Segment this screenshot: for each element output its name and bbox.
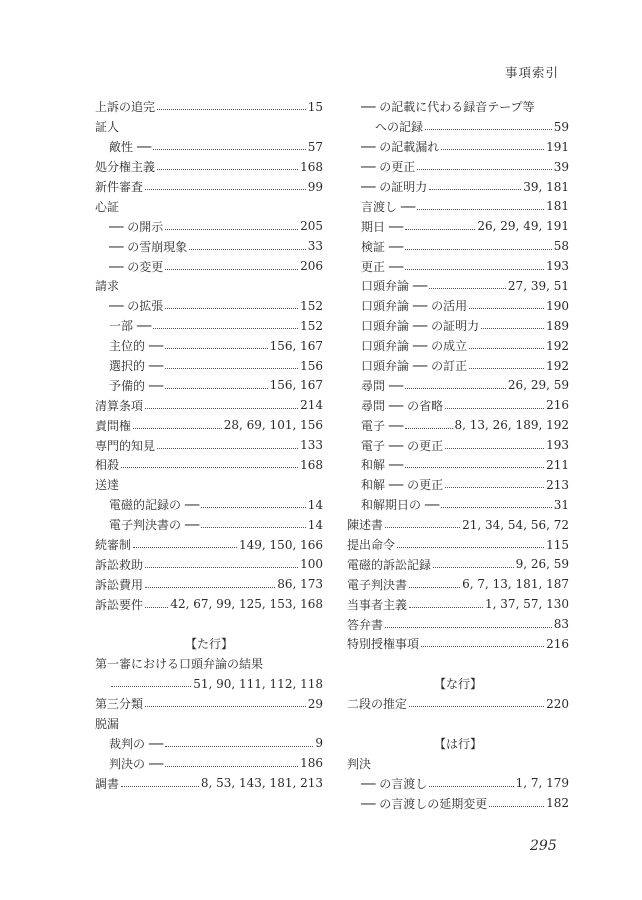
index-entry bbox=[347, 316, 569, 336]
index-entry bbox=[95, 574, 323, 594]
entry-term: 第三分類 bbox=[95, 697, 144, 712]
index-entry bbox=[347, 793, 569, 813]
dot-leader bbox=[133, 547, 237, 548]
entry-pages: 193 bbox=[546, 259, 569, 274]
entry-term: への記録 bbox=[375, 120, 424, 135]
index-entry bbox=[347, 117, 569, 137]
index-entry bbox=[95, 475, 323, 495]
entry-term: 電子 ── bbox=[361, 418, 404, 433]
index-entry bbox=[95, 415, 323, 435]
entry-term: 脱漏 bbox=[95, 717, 120, 732]
entry-pages: 26, 29, 59 bbox=[507, 378, 569, 393]
index-entry bbox=[347, 415, 569, 435]
entry-pages: 100 bbox=[300, 557, 323, 572]
entry-term: 訴訟要件 bbox=[95, 597, 144, 612]
entry-term: 訴訟救助 bbox=[95, 557, 144, 572]
entry-pages: 1, 7, 179 bbox=[515, 776, 569, 791]
entry-pages: 156, 167 bbox=[269, 338, 323, 353]
index-entry bbox=[95, 773, 323, 793]
index-entry bbox=[95, 236, 323, 256]
dot-leader bbox=[405, 467, 544, 468]
entry-term: 当事者主義 bbox=[347, 597, 408, 612]
dot-leader bbox=[409, 607, 483, 608]
dot-leader bbox=[121, 467, 298, 468]
entry-pages: 211 bbox=[546, 457, 569, 472]
entry-term: 訴訟費用 bbox=[95, 577, 144, 592]
entry-term: 言渡し ── bbox=[361, 199, 416, 214]
dot-leader bbox=[405, 249, 551, 250]
entry-term: 検証 ── bbox=[361, 239, 404, 254]
spacer bbox=[347, 654, 569, 674]
index-entry bbox=[95, 674, 323, 694]
dot-leader bbox=[145, 706, 306, 707]
index-entry bbox=[95, 714, 323, 734]
index-entry bbox=[347, 495, 569, 515]
entry-term: 口頭弁論 ── の成立 bbox=[361, 339, 468, 354]
entry-term: ── の証明力 bbox=[361, 180, 428, 194]
dot-leader bbox=[405, 428, 452, 429]
entry-pages: 189 bbox=[546, 318, 569, 333]
dot-leader bbox=[469, 348, 544, 349]
dot-leader bbox=[157, 169, 298, 170]
page-number: 295 bbox=[530, 838, 557, 854]
entry-pages: 191 bbox=[546, 139, 569, 154]
dot-leader bbox=[441, 149, 544, 150]
index-entry bbox=[347, 475, 569, 495]
entry-pages: 168 bbox=[300, 159, 323, 174]
index-entry bbox=[95, 336, 323, 356]
entry-term: ── の記載に代わる録音テープ等 bbox=[361, 100, 535, 115]
index-entry bbox=[95, 734, 323, 754]
entry-term: ── の拡張 bbox=[109, 299, 164, 314]
index-entry bbox=[347, 375, 569, 395]
entry-pages: 15 bbox=[307, 99, 323, 114]
entry-term: 責問権 bbox=[95, 418, 132, 433]
dot-leader bbox=[409, 706, 544, 707]
entry-term: 相殺 bbox=[95, 458, 120, 473]
entry-term: 処分権主義 bbox=[95, 160, 156, 175]
dot-leader bbox=[157, 109, 306, 110]
entry-term: 一部 ── bbox=[109, 319, 152, 334]
dot-leader bbox=[153, 149, 305, 150]
index-entry bbox=[347, 356, 569, 376]
entry-term: 第一審における口頭弁論の結果 bbox=[95, 657, 264, 672]
entry-pages: 86, 173 bbox=[277, 577, 323, 592]
entry-pages: 192 bbox=[546, 338, 569, 353]
section-heading: 【な行】 bbox=[433, 677, 482, 692]
dot-leader bbox=[445, 487, 544, 488]
index-entry bbox=[95, 137, 323, 157]
entry-term: 新件審査 bbox=[95, 180, 144, 194]
entry-term: ── の言渡しの延期変更 bbox=[361, 796, 488, 811]
index-entry bbox=[347, 157, 569, 177]
index-entry bbox=[347, 336, 569, 356]
dot-leader bbox=[165, 348, 267, 349]
entry-term: 判決の ── bbox=[109, 756, 164, 771]
section-heading: 【た行】 bbox=[184, 637, 233, 652]
dot-leader bbox=[433, 567, 514, 568]
entry-term: 判決 bbox=[347, 756, 372, 771]
entry-term: 陳述書 bbox=[347, 518, 384, 533]
dot-leader bbox=[481, 328, 544, 329]
index-entry bbox=[95, 515, 323, 535]
entry-term: 証人 bbox=[95, 120, 120, 135]
index-entry bbox=[95, 196, 323, 216]
index-entry bbox=[347, 574, 569, 594]
dot-leader bbox=[111, 686, 191, 687]
entry-pages: 57 bbox=[307, 139, 323, 154]
entry-term: ── の変更 bbox=[109, 259, 164, 274]
entry-pages: 83 bbox=[553, 617, 569, 632]
index-entry bbox=[95, 356, 323, 376]
spacer bbox=[347, 714, 569, 734]
index-entry bbox=[95, 316, 323, 336]
dot-leader bbox=[445, 408, 544, 409]
entry-pages: 42, 67, 99, 125, 153, 168 bbox=[170, 597, 323, 612]
entry-term: 特別授権事項 bbox=[347, 637, 420, 652]
dot-leader bbox=[165, 766, 298, 767]
entry-term: 和解 ── の更正 bbox=[361, 478, 444, 493]
dot-leader bbox=[489, 806, 544, 807]
entry-term: 電子 ── の更正 bbox=[361, 438, 444, 453]
index-entry bbox=[95, 395, 323, 415]
entry-term: 電子判決書の ── bbox=[109, 518, 200, 533]
dot-leader bbox=[397, 547, 544, 548]
index-entry bbox=[347, 216, 569, 236]
entry-pages: 168 bbox=[300, 457, 323, 472]
entry-pages: 205 bbox=[300, 219, 323, 234]
entry-term: 選択的 ── bbox=[109, 359, 164, 374]
entry-term: ── の更正 bbox=[361, 160, 416, 175]
entry-term: 調書 bbox=[95, 776, 120, 791]
entry-pages: 213 bbox=[546, 477, 569, 492]
entry-pages: 152 bbox=[300, 318, 323, 333]
entry-pages: 31 bbox=[553, 497, 569, 512]
index-entry bbox=[347, 137, 569, 157]
entry-pages: 59 bbox=[553, 119, 569, 134]
entry-term: 予備的 ── bbox=[109, 378, 164, 393]
entry-pages: 216 bbox=[546, 636, 569, 651]
index-entry bbox=[347, 395, 569, 415]
dot-leader bbox=[429, 786, 513, 787]
entry-pages: 8, 53, 143, 181, 213 bbox=[200, 776, 323, 791]
entry-pages: 58 bbox=[553, 239, 569, 254]
dot-leader bbox=[165, 308, 298, 309]
dot-leader bbox=[445, 448, 544, 449]
entry-term: 上訴の追完 bbox=[95, 100, 156, 115]
entry-term: 敵性 ── bbox=[109, 140, 152, 155]
entry-term: 期日 ── bbox=[361, 219, 404, 234]
entry-pages: 115 bbox=[546, 537, 569, 552]
index-entry bbox=[95, 654, 323, 674]
dot-leader bbox=[405, 229, 475, 230]
dot-leader bbox=[165, 746, 313, 747]
entry-pages: 14 bbox=[307, 497, 323, 512]
entry-pages: 156 bbox=[300, 358, 323, 373]
running-header: 事項索引 bbox=[505, 65, 560, 80]
entry-term: 答弁書 bbox=[347, 617, 384, 632]
entry-pages: 214 bbox=[300, 398, 323, 413]
entry-pages: 39, 181 bbox=[523, 179, 569, 194]
entry-term: 口頭弁論 ── の証明力 bbox=[361, 319, 480, 334]
entry-pages: 149, 150, 166 bbox=[239, 537, 323, 552]
entry-term: 電子判決書 bbox=[347, 577, 408, 592]
dot-leader bbox=[469, 308, 544, 309]
dot-leader bbox=[385, 627, 552, 628]
dot-leader bbox=[145, 587, 275, 588]
entry-pages: 152 bbox=[300, 298, 323, 313]
entry-term: 主位的 ── bbox=[109, 339, 164, 354]
index-entry bbox=[347, 614, 569, 634]
entry-term: 口頭弁論 ── の活用 bbox=[361, 299, 468, 314]
index-entry bbox=[95, 97, 323, 117]
entry-term: 裁判の ── bbox=[109, 736, 164, 751]
entry-pages: 29 bbox=[307, 696, 323, 711]
index-entry bbox=[95, 435, 323, 455]
index-entry bbox=[347, 594, 569, 614]
dot-leader bbox=[469, 368, 544, 369]
entry-term: 更正 ── bbox=[361, 259, 404, 274]
entry-term: 請求 bbox=[95, 279, 120, 294]
index-entry bbox=[347, 236, 569, 256]
entry-pages: 21, 34, 54, 56, 72 bbox=[462, 517, 569, 532]
index-entry bbox=[95, 535, 323, 555]
index-column-left bbox=[95, 97, 323, 793]
entry-pages: 133 bbox=[300, 438, 323, 453]
index-entry bbox=[347, 196, 569, 216]
entry-pages: 181 bbox=[546, 199, 569, 214]
index-entry bbox=[347, 694, 569, 714]
dot-leader bbox=[425, 129, 552, 130]
index-column-right bbox=[347, 97, 569, 813]
index-entry bbox=[347, 455, 569, 475]
dot-leader bbox=[441, 507, 551, 508]
index-entry bbox=[95, 276, 323, 296]
entry-term: 口頭弁論 ── の訂正 bbox=[361, 359, 468, 374]
entry-pages: 182 bbox=[546, 796, 569, 811]
dot-leader bbox=[385, 527, 460, 528]
entry-term: ── の開示 bbox=[109, 219, 164, 234]
entry-pages: 206 bbox=[300, 259, 323, 274]
index-entry bbox=[95, 694, 323, 714]
entry-term: 送達 bbox=[95, 478, 120, 493]
entry-pages: 6, 7, 13, 181, 187 bbox=[462, 577, 569, 592]
dot-leader bbox=[121, 786, 199, 787]
entry-term: 尋問 ── の省略 bbox=[361, 398, 444, 413]
entry-pages: 27, 39, 51 bbox=[507, 278, 569, 293]
entry-term: 専門的知見 bbox=[95, 438, 156, 453]
entry-pages: 190 bbox=[546, 298, 569, 313]
entry-term: 二段の推定 bbox=[347, 697, 408, 712]
dot-leader bbox=[133, 428, 222, 429]
entry-term: 提出命令 bbox=[347, 538, 396, 553]
index-entry bbox=[95, 216, 323, 236]
entry-pages: 99 bbox=[307, 179, 323, 194]
entry-pages: 216 bbox=[546, 398, 569, 413]
index-entry bbox=[347, 97, 569, 117]
entry-pages: 39 bbox=[553, 159, 569, 174]
dot-leader bbox=[201, 527, 305, 528]
entry-term: 口頭弁論 ── bbox=[361, 279, 428, 294]
entry-term: 尋問 ── bbox=[361, 378, 404, 393]
entry-pages: 26, 29, 49, 191 bbox=[477, 219, 569, 234]
dot-leader bbox=[405, 269, 544, 270]
index-entry bbox=[347, 554, 569, 574]
dot-leader bbox=[165, 388, 267, 389]
index-entry bbox=[95, 375, 323, 395]
entry-pages: 193 bbox=[546, 438, 569, 453]
index-entry bbox=[347, 773, 569, 793]
dot-leader bbox=[165, 229, 298, 230]
index-entry bbox=[347, 753, 569, 773]
entry-term: 電磁的訴訟記録 bbox=[347, 557, 432, 572]
index-entry bbox=[95, 495, 323, 515]
index-entry bbox=[95, 256, 323, 276]
index-entry bbox=[95, 296, 323, 316]
index-entry bbox=[347, 276, 569, 296]
section-heading: 【は行】 bbox=[433, 736, 482, 751]
entry-pages: 186 bbox=[300, 756, 323, 771]
dot-leader bbox=[201, 507, 305, 508]
index-entry bbox=[95, 594, 323, 614]
entry-term: 心証 bbox=[95, 199, 120, 214]
dot-leader bbox=[165, 269, 298, 270]
entry-term: 電磁的記録の ── bbox=[109, 498, 200, 513]
dot-leader bbox=[405, 388, 506, 389]
entry-pages: 192 bbox=[546, 358, 569, 373]
entry-term: ── の言渡し bbox=[361, 776, 428, 791]
index-entry bbox=[95, 753, 323, 773]
entry-term: 和解期日の ── bbox=[361, 498, 440, 513]
entry-pages: 14 bbox=[307, 517, 323, 532]
index-entry bbox=[347, 535, 569, 555]
index-entry bbox=[347, 177, 569, 197]
dot-leader bbox=[429, 288, 506, 289]
dot-leader bbox=[409, 587, 460, 588]
index-entry bbox=[347, 634, 569, 654]
index-entry bbox=[95, 455, 323, 475]
dot-leader bbox=[417, 209, 544, 210]
entry-pages: 33 bbox=[307, 239, 323, 254]
index-entry bbox=[347, 296, 569, 316]
index-entry bbox=[347, 435, 569, 455]
entry-pages: 8, 13, 26, 189, 192 bbox=[454, 418, 569, 433]
dot-leader bbox=[165, 368, 298, 369]
spacer bbox=[95, 614, 323, 634]
entry-term: 続審制 bbox=[95, 538, 132, 553]
dot-leader bbox=[189, 249, 305, 250]
index-entry bbox=[95, 157, 323, 177]
dot-leader bbox=[421, 646, 544, 647]
entry-pages: 9, 26, 59 bbox=[515, 557, 569, 572]
dot-leader bbox=[145, 189, 306, 190]
entry-pages: 1, 37, 57, 130 bbox=[485, 597, 569, 612]
dot-leader bbox=[429, 189, 521, 190]
dot-leader bbox=[145, 408, 298, 409]
entry-pages: 51, 90, 111, 112, 118 bbox=[193, 676, 323, 691]
dot-leader bbox=[145, 567, 298, 568]
dot-leader bbox=[145, 607, 168, 608]
index-entry bbox=[95, 177, 323, 197]
index-entry bbox=[95, 554, 323, 574]
entry-term: 清算条項 bbox=[95, 398, 144, 413]
entry-term: 和解 ── bbox=[361, 458, 404, 473]
entry-term: ── の記載漏れ bbox=[361, 140, 440, 155]
entry-term: ── の雪崩現象 bbox=[109, 239, 188, 254]
entry-pages: 156, 167 bbox=[269, 378, 323, 393]
dot-leader bbox=[153, 328, 298, 329]
index-entry bbox=[95, 117, 323, 137]
entry-pages: 9 bbox=[315, 736, 323, 751]
index-entry bbox=[347, 515, 569, 535]
index-entry bbox=[347, 256, 569, 276]
entry-pages: 220 bbox=[546, 696, 569, 711]
dot-leader bbox=[417, 169, 551, 170]
entry-pages: 28, 69, 101, 156 bbox=[223, 418, 323, 433]
dot-leader bbox=[157, 448, 298, 449]
